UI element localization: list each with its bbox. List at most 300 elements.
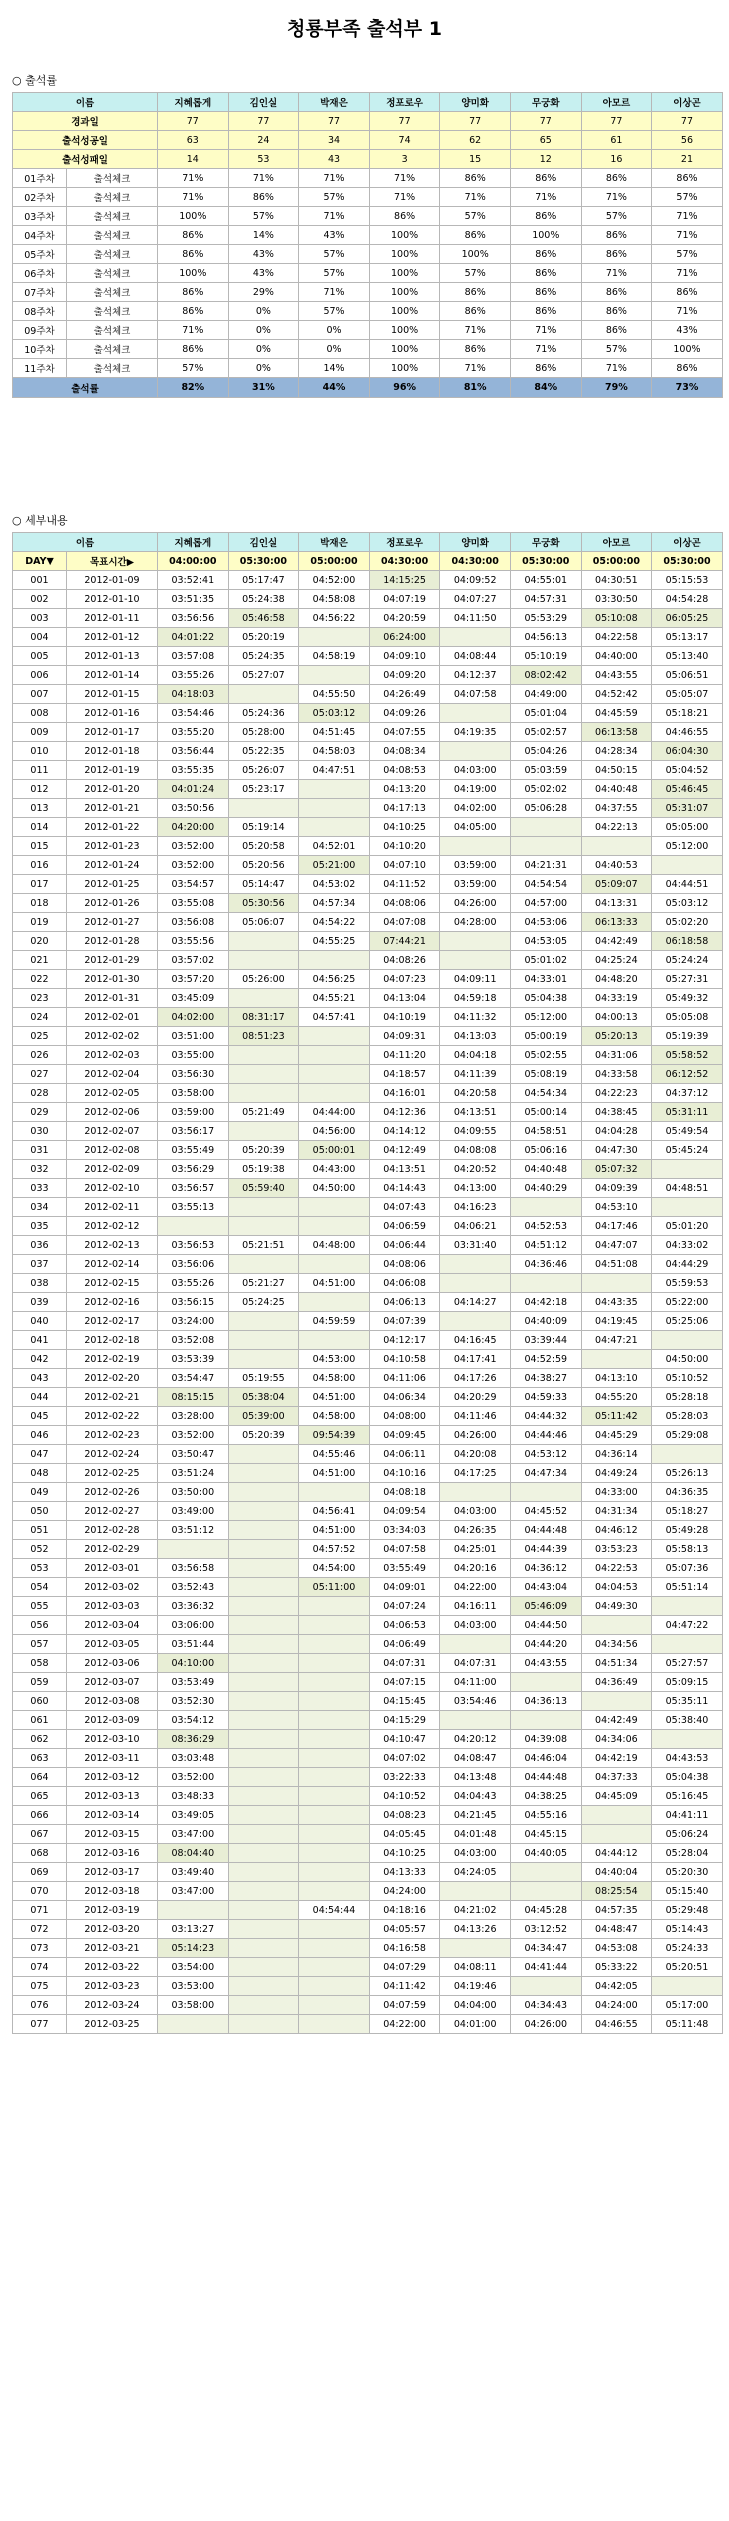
day-row — [13, 1445, 723, 1464]
day-row — [13, 1939, 723, 1958]
check-in-time: 04:44:39 — [510, 1540, 581, 1559]
check-in-time: 05:04:38 — [510, 989, 581, 1008]
check-in-time: 05:12:00 — [652, 837, 723, 856]
check-in-time — [652, 1445, 723, 1464]
day-number: 027 — [13, 1065, 67, 1084]
check-in-time: 05:06:51 — [652, 666, 723, 685]
check-in-time: 04:07:24 — [369, 1597, 440, 1616]
week-rate: 100% — [369, 245, 440, 264]
check-in-time: 03:52:43 — [158, 1578, 229, 1597]
check-in-time: 04:28:34 — [581, 742, 652, 761]
day-number: 033 — [13, 1179, 67, 1198]
check-in-time — [440, 1711, 511, 1730]
check-in-time: 04:22:13 — [581, 818, 652, 837]
check-in-time — [228, 1559, 299, 1578]
header-member: 아모르 — [581, 93, 652, 112]
day-row — [13, 1673, 723, 1692]
check-in-time: 03:52:41 — [158, 571, 229, 590]
check-in-time: 04:50:00 — [652, 1350, 723, 1369]
check-in-time: 05:26:00 — [228, 970, 299, 989]
check-in-time: 04:52:59 — [510, 1350, 581, 1369]
check-in-time: 04:05:57 — [369, 1920, 440, 1939]
day-date: 2012-03-11 — [67, 1749, 158, 1768]
check-in-time: 04:42:49 — [581, 1711, 652, 1730]
stat-value: 77 — [652, 112, 723, 131]
check-in-time: 04:05:00 — [440, 818, 511, 837]
check-in-time: 04:07:08 — [369, 913, 440, 932]
check-in-time — [299, 1597, 370, 1616]
day-number: 036 — [13, 1236, 67, 1255]
check-in-time: 04:39:08 — [510, 1730, 581, 1749]
check-in-time: 04:08:53 — [369, 761, 440, 780]
week-rate: 71% — [158, 169, 229, 188]
check-in-time — [299, 1825, 370, 1844]
detail-header-member: 무궁화 — [510, 533, 581, 552]
day-number: 021 — [13, 951, 67, 970]
day-row — [13, 1122, 723, 1141]
check-in-time — [228, 1711, 299, 1730]
check-in-time: 05:06:24 — [652, 1825, 723, 1844]
check-in-time: 04:26:00 — [510, 2015, 581, 2034]
check-in-time: 03:56:06 — [158, 1255, 229, 1274]
check-in-time — [228, 1578, 299, 1597]
check-in-time: 05:20:30 — [652, 1863, 723, 1882]
check-in-time — [228, 1312, 299, 1331]
header-member: 이상곤 — [652, 93, 723, 112]
day-row — [13, 1046, 723, 1065]
check-in-time: 04:08:18 — [369, 1483, 440, 1502]
check-in-time: 05:02:57 — [510, 723, 581, 742]
check-in-time: 04:40:53 — [581, 856, 652, 875]
day-number: 072 — [13, 1920, 67, 1939]
day-row — [13, 1825, 723, 1844]
check-in-time: 05:24:36 — [228, 704, 299, 723]
week-row — [13, 321, 723, 340]
check-in-time: 03:13:27 — [158, 1920, 229, 1939]
check-in-time: 05:10:52 — [652, 1369, 723, 1388]
check-in-time: 04:08:23 — [369, 1806, 440, 1825]
check-in-time: 04:08:06 — [369, 1255, 440, 1274]
day-date: 2012-02-07 — [67, 1122, 158, 1141]
day-number: 053 — [13, 1559, 67, 1578]
check-in-time: 04:04:18 — [440, 1046, 511, 1065]
check-in-time: 04:36:35 — [652, 1483, 723, 1502]
check-in-time: 03:53:39 — [158, 1350, 229, 1369]
week-rate: 100% — [369, 302, 440, 321]
check-in-time: 04:04:00 — [440, 1996, 511, 2015]
day-row — [13, 723, 723, 742]
week-rate: 86% — [158, 302, 229, 321]
week-check-label: 출석체크 — [67, 321, 158, 340]
check-in-time: 05:20:39 — [228, 1141, 299, 1160]
check-in-time: 04:22:00 — [440, 1578, 511, 1597]
week-rate: 71% — [652, 264, 723, 283]
check-in-time: 05:06:16 — [510, 1141, 581, 1160]
check-in-time: 04:55:46 — [299, 1445, 370, 1464]
day-date: 2012-01-14 — [67, 666, 158, 685]
check-in-time: 04:05:45 — [369, 1825, 440, 1844]
week-rate: 86% — [581, 321, 652, 340]
check-in-time — [299, 1293, 370, 1312]
day-row — [13, 1502, 723, 1521]
check-in-time — [228, 1806, 299, 1825]
day-row — [13, 894, 723, 913]
day-row — [13, 1084, 723, 1103]
day-date: 2012-02-28 — [67, 1521, 158, 1540]
check-in-time: 04:18:03 — [158, 685, 229, 704]
check-in-time: 04:52:01 — [299, 837, 370, 856]
check-in-time: 03:55:49 — [158, 1141, 229, 1160]
day-header: DAY▼ — [13, 552, 67, 571]
check-in-time: 04:06:11 — [369, 1445, 440, 1464]
day-number: 020 — [13, 932, 67, 951]
week-rate: 86% — [158, 283, 229, 302]
day-row — [13, 951, 723, 970]
check-in-time: 03:54:12 — [158, 1711, 229, 1730]
check-in-time — [228, 1331, 299, 1350]
week-label: 05주차 — [13, 245, 67, 264]
stat-value: 61 — [581, 131, 652, 150]
day-row — [13, 1540, 723, 1559]
day-number: 034 — [13, 1198, 67, 1217]
check-in-time: 03:52:00 — [158, 837, 229, 856]
check-in-time — [299, 1217, 370, 1236]
stat-value: 24 — [228, 131, 299, 150]
check-in-time: 05:26:13 — [652, 1464, 723, 1483]
check-in-time: 04:20:08 — [440, 1445, 511, 1464]
week-rate: 86% — [510, 245, 581, 264]
check-in-time — [228, 1958, 299, 1977]
check-in-time: 04:59:18 — [440, 989, 511, 1008]
week-rate: 71% — [581, 359, 652, 378]
day-number: 048 — [13, 1464, 67, 1483]
check-in-time: 03:49:40 — [158, 1863, 229, 1882]
day-row — [13, 1730, 723, 1749]
check-in-time: 05:05:00 — [652, 818, 723, 837]
check-in-time: 03:57:02 — [158, 951, 229, 970]
day-date: 2012-02-22 — [67, 1407, 158, 1426]
day-number: 050 — [13, 1502, 67, 1521]
day-date: 2012-01-21 — [67, 799, 158, 818]
check-in-time: 04:36:46 — [510, 1255, 581, 1274]
check-in-time — [228, 1635, 299, 1654]
check-in-time: 04:22:23 — [581, 1084, 652, 1103]
check-in-time: 05:20:19 — [228, 628, 299, 647]
check-in-time: 05:00:01 — [299, 1141, 370, 1160]
check-in-time: 05:08:19 — [510, 1065, 581, 1084]
stat-value: 65 — [510, 131, 581, 150]
week-rate: 100% — [510, 226, 581, 245]
week-row — [13, 169, 723, 188]
check-in-time: 03:31:40 — [440, 1236, 511, 1255]
check-in-time — [440, 1939, 511, 1958]
check-in-time: 04:41:44 — [510, 1958, 581, 1977]
check-in-time: 04:40:00 — [581, 647, 652, 666]
total-rate: 96% — [369, 378, 440, 398]
check-in-time: 04:07:39 — [369, 1312, 440, 1331]
check-in-time: 04:07:27 — [440, 590, 511, 609]
detail-header-member: 양미화 — [440, 533, 511, 552]
check-in-time — [581, 1806, 652, 1825]
day-number: 064 — [13, 1768, 67, 1787]
day-row — [13, 1749, 723, 1768]
check-in-time — [228, 1198, 299, 1217]
check-in-time: 04:45:59 — [581, 704, 652, 723]
day-date: 2012-01-15 — [67, 685, 158, 704]
day-date: 2012-03-10 — [67, 1730, 158, 1749]
day-row — [13, 1958, 723, 1977]
day-number: 015 — [13, 837, 67, 856]
week-row — [13, 340, 723, 359]
page-title: 청룡부족 출석부 1 — [287, 18, 442, 40]
check-in-time: 05:18:27 — [652, 1502, 723, 1521]
day-date: 2012-02-09 — [67, 1160, 158, 1179]
day-date: 2012-02-13 — [67, 1236, 158, 1255]
check-in-time: 06:13:33 — [581, 913, 652, 932]
day-date: 2012-02-29 — [67, 1540, 158, 1559]
stat-value: 12 — [510, 150, 581, 169]
day-date: 2012-01-25 — [67, 875, 158, 894]
check-in-time: 03:55:26 — [158, 1274, 229, 1293]
check-in-time — [228, 1749, 299, 1768]
week-rate: 71% — [510, 188, 581, 207]
day-date: 2012-02-18 — [67, 1331, 158, 1350]
check-in-time — [299, 780, 370, 799]
day-date: 2012-01-13 — [67, 647, 158, 666]
stat-value: 3 — [369, 150, 440, 169]
check-in-time: 04:08:06 — [369, 894, 440, 913]
day-number: 011 — [13, 761, 67, 780]
check-in-time: 05:27:07 — [228, 666, 299, 685]
check-in-time: 04:44:48 — [510, 1768, 581, 1787]
header-member: 지혜롭게 — [158, 93, 229, 112]
day-row — [13, 1179, 723, 1198]
target-time: 05:30:00 — [510, 552, 581, 571]
check-in-time: 04:33:02 — [652, 1236, 723, 1255]
week-rate: 100% — [369, 321, 440, 340]
check-in-time: 04:11:42 — [369, 1977, 440, 1996]
week-label: 08주차 — [13, 302, 67, 321]
check-in-time: 08:36:29 — [158, 1730, 229, 1749]
week-rate: 100% — [440, 245, 511, 264]
week-rate: 0% — [228, 302, 299, 321]
week-label: 06주차 — [13, 264, 67, 283]
target-row — [13, 552, 723, 571]
stat-value: 16 — [581, 150, 652, 169]
check-in-time: 05:01:02 — [510, 951, 581, 970]
check-in-time: 04:10:19 — [369, 1008, 440, 1027]
day-number: 005 — [13, 647, 67, 666]
week-rate: 57% — [299, 302, 370, 321]
check-in-time: 04:31:34 — [581, 1502, 652, 1521]
check-in-time: 04:36:49 — [581, 1673, 652, 1692]
day-date: 2012-02-02 — [67, 1027, 158, 1046]
check-in-time: 04:12:37 — [440, 666, 511, 685]
week-rate: 86% — [652, 169, 723, 188]
check-in-time: 04:37:12 — [652, 1084, 723, 1103]
check-in-time: 04:03:00 — [440, 1844, 511, 1863]
week-label: 10주차 — [13, 340, 67, 359]
check-in-time: 05:21:27 — [228, 1274, 299, 1293]
check-in-time — [652, 1597, 723, 1616]
check-in-time: 04:07:10 — [369, 856, 440, 875]
week-check-label: 출석체크 — [67, 340, 158, 359]
detail-header-row — [13, 533, 723, 552]
day-row — [13, 1236, 723, 1255]
detail-header-member: 정포로우 — [369, 533, 440, 552]
check-in-time: 03:55:56 — [158, 932, 229, 951]
check-in-time: 03:28:00 — [158, 1407, 229, 1426]
check-in-time: 04:45:52 — [510, 1502, 581, 1521]
check-in-time — [228, 989, 299, 1008]
check-in-time: 04:20:58 — [440, 1084, 511, 1103]
day-date: 2012-03-20 — [67, 1920, 158, 1939]
day-date: 2012-01-10 — [67, 590, 158, 609]
week-rate: 86% — [510, 169, 581, 188]
header-member: 박재은 — [299, 93, 370, 112]
check-in-time: 03:55:26 — [158, 666, 229, 685]
check-in-time: 04:53:06 — [510, 913, 581, 932]
check-in-time: 05:27:57 — [652, 1654, 723, 1673]
check-in-time — [299, 1198, 370, 1217]
day-date: 2012-02-21 — [67, 1388, 158, 1407]
check-in-time: 03:34:03 — [369, 1521, 440, 1540]
week-rate: 86% — [510, 264, 581, 283]
check-in-time: 04:45:09 — [581, 1787, 652, 1806]
check-in-time: 04:17:25 — [440, 1464, 511, 1483]
check-in-time: 04:48:51 — [652, 1179, 723, 1198]
day-date: 2012-01-19 — [67, 761, 158, 780]
check-in-time: 03:52:00 — [158, 1768, 229, 1787]
check-in-time: 03:57:20 — [158, 970, 229, 989]
week-rate: 0% — [299, 321, 370, 340]
check-in-time: 04:42:19 — [581, 1749, 652, 1768]
check-in-time: 05:49:54 — [652, 1122, 723, 1141]
check-in-time — [228, 1730, 299, 1749]
check-in-time: 04:44:46 — [510, 1426, 581, 1445]
check-in-time: 04:14:27 — [440, 1293, 511, 1312]
day-number: 076 — [13, 1996, 67, 2015]
check-in-time — [299, 799, 370, 818]
check-in-time: 04:57:52 — [299, 1540, 370, 1559]
check-in-time: 04:54:54 — [510, 875, 581, 894]
stat-value: 43 — [299, 150, 370, 169]
check-in-time: 05:14:23 — [158, 1939, 229, 1958]
week-rate: 71% — [369, 169, 440, 188]
check-in-time — [228, 1654, 299, 1673]
check-in-time: 04:53:12 — [510, 1445, 581, 1464]
check-in-time — [299, 1958, 370, 1977]
check-in-time: 04:10:52 — [369, 1787, 440, 1806]
day-row — [13, 1806, 723, 1825]
check-in-time: 03:56:57 — [158, 1179, 229, 1198]
day-date: 2012-03-21 — [67, 1939, 158, 1958]
check-in-time — [228, 2015, 299, 2034]
stat-value: 15 — [440, 150, 511, 169]
check-in-time — [299, 818, 370, 837]
check-in-time: 05:20:39 — [228, 1426, 299, 1445]
day-number: 062 — [13, 1730, 67, 1749]
check-in-time: 03:56:17 — [158, 1122, 229, 1141]
week-rate: 86% — [440, 340, 511, 359]
day-date: 2012-02-01 — [67, 1008, 158, 1027]
check-in-time — [440, 837, 511, 856]
stat-label: 출석성공일 — [13, 131, 158, 150]
day-date: 2012-01-24 — [67, 856, 158, 875]
check-in-time: 05:24:35 — [228, 647, 299, 666]
week-row — [13, 264, 723, 283]
check-in-time: 04:10:58 — [369, 1350, 440, 1369]
check-in-time: 04:16:11 — [440, 1597, 511, 1616]
week-row — [13, 188, 723, 207]
day-number: 049 — [13, 1483, 67, 1502]
check-in-time: 05:14:43 — [652, 1920, 723, 1939]
check-in-time: 03:54:57 — [158, 875, 229, 894]
day-number: 068 — [13, 1844, 67, 1863]
check-in-time — [299, 1331, 370, 1350]
check-in-time: 04:56:00 — [299, 1122, 370, 1141]
day-row — [13, 1597, 723, 1616]
check-in-time: 05:18:21 — [652, 704, 723, 723]
week-label: 04주차 — [13, 226, 67, 245]
check-in-time: 04:57:34 — [299, 894, 370, 913]
check-in-time — [440, 742, 511, 761]
check-in-time: 04:46:12 — [581, 1521, 652, 1540]
check-in-time: 05:04:38 — [652, 1768, 723, 1787]
check-in-time: 04:48:47 — [581, 1920, 652, 1939]
week-rate: 57% — [440, 207, 511, 226]
week-rate: 57% — [440, 264, 511, 283]
day-date: 2012-02-14 — [67, 1255, 158, 1274]
check-in-time: 04:53:08 — [581, 1939, 652, 1958]
check-in-time: 05:12:00 — [510, 1008, 581, 1027]
week-row — [13, 245, 723, 264]
check-in-time: 04:24:00 — [369, 1882, 440, 1901]
check-in-time: 04:08:44 — [440, 647, 511, 666]
week-rate: 71% — [581, 188, 652, 207]
check-in-time: 03:24:00 — [158, 1312, 229, 1331]
check-in-time — [510, 1882, 581, 1901]
week-rate: 43% — [228, 264, 299, 283]
week-rate: 0% — [228, 321, 299, 340]
check-in-time: 05:03:12 — [299, 704, 370, 723]
check-in-time: 05:04:26 — [510, 742, 581, 761]
week-rate: 86% — [369, 207, 440, 226]
check-in-time: 04:06:59 — [369, 1217, 440, 1236]
week-rate: 14% — [228, 226, 299, 245]
check-in-time: 04:44:29 — [652, 1255, 723, 1274]
check-in-time: 04:17:41 — [440, 1350, 511, 1369]
day-row — [13, 1692, 723, 1711]
check-in-time: 03:53:00 — [158, 1977, 229, 1996]
day-number: 045 — [13, 1407, 67, 1426]
check-in-time: 03:51:24 — [158, 1464, 229, 1483]
check-in-time — [299, 1920, 370, 1939]
check-in-time: 04:08:08 — [440, 1141, 511, 1160]
check-in-time: 04:03:00 — [440, 1502, 511, 1521]
day-date: 2012-01-09 — [67, 571, 158, 590]
check-in-time — [440, 1483, 511, 1502]
check-in-time: 03:51:35 — [158, 590, 229, 609]
check-in-time: 04:54:34 — [510, 1084, 581, 1103]
check-in-time — [299, 1046, 370, 1065]
check-in-time — [228, 799, 299, 818]
check-in-time: 05:31:11 — [652, 1103, 723, 1122]
check-in-time: 04:00:13 — [581, 1008, 652, 1027]
check-in-time: 04:53:00 — [299, 1350, 370, 1369]
check-in-time — [440, 932, 511, 951]
day-number: 063 — [13, 1749, 67, 1768]
